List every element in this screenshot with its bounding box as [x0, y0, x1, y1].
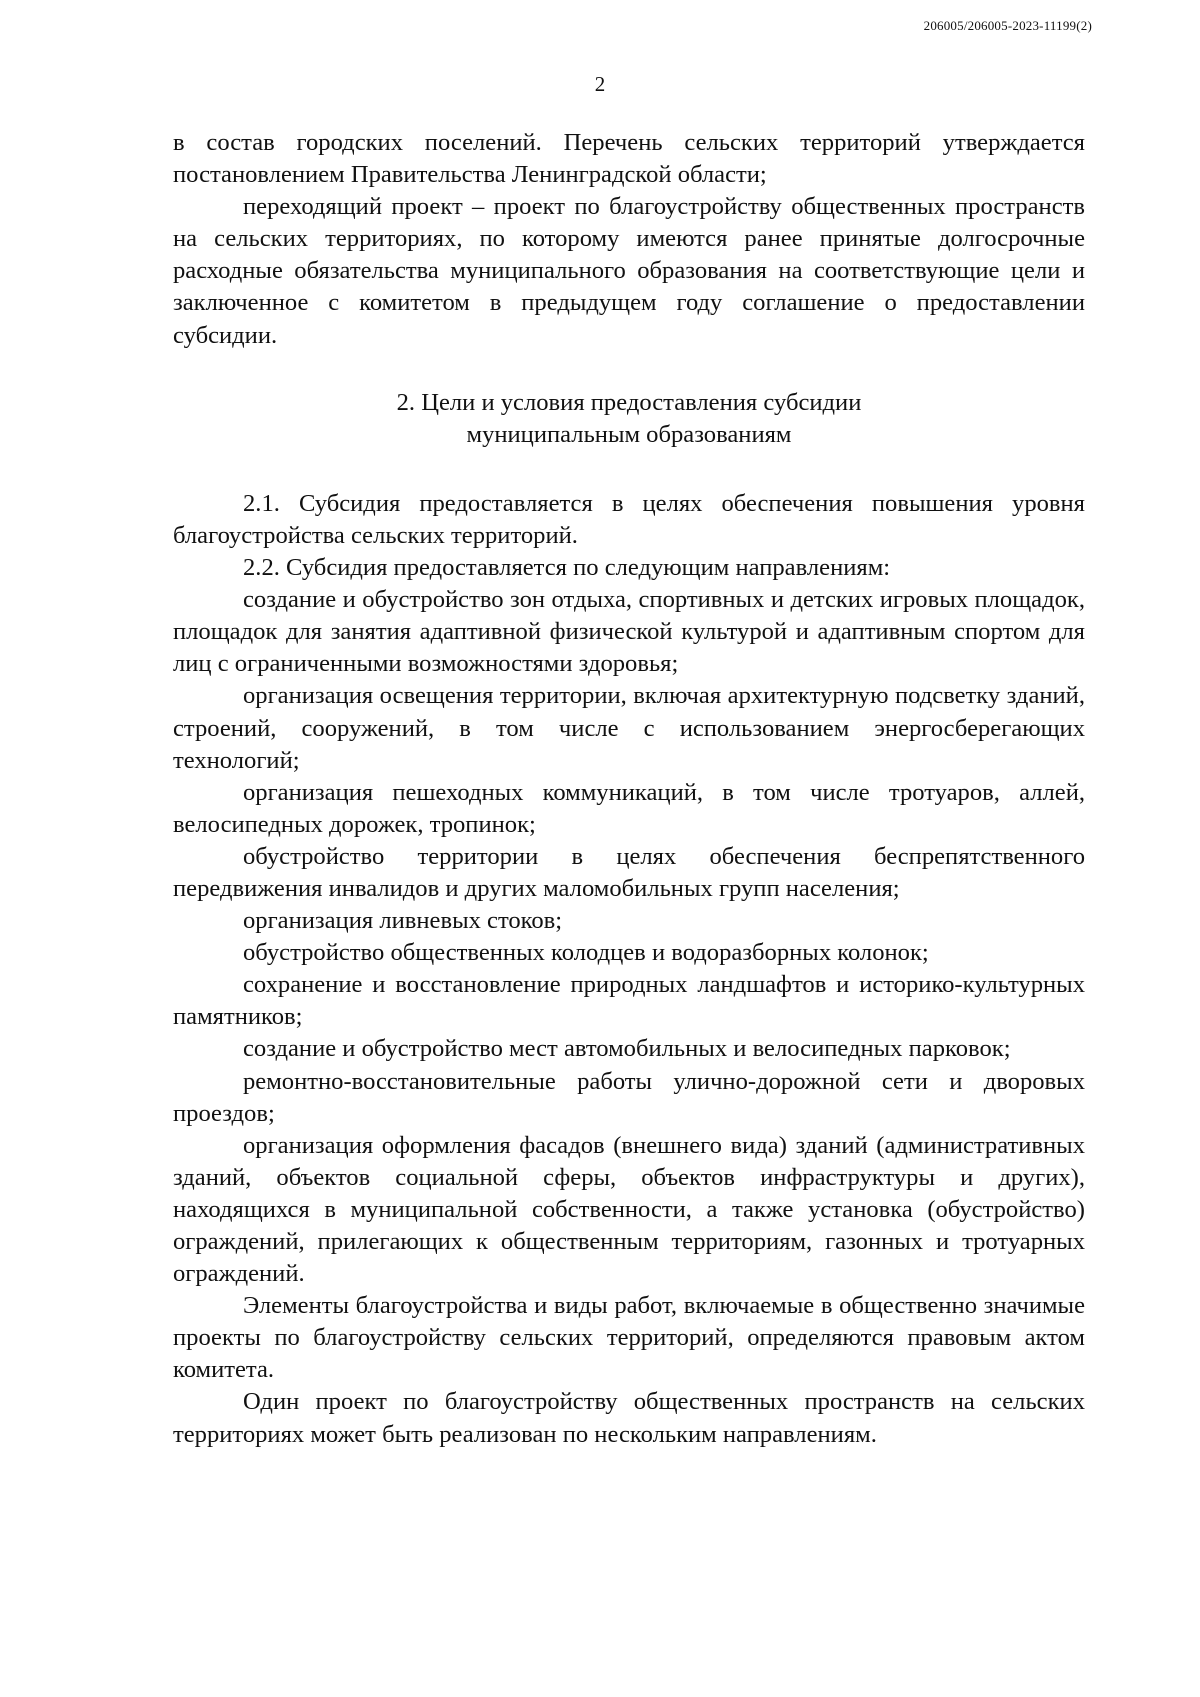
document-registration-number: 206005/206005-2023-11199(2) [923, 18, 1092, 33]
paragraph-continuation: в состав городских поселений. Перечень сельских территорий утверждается постановлением Правительства Ленинградской области; [173, 129, 1085, 189]
paragraph-definition-transitional-project: переходящий проект – проект по благоустройству общественных пространств на сельских территориях, по которому имеются ранее принятые долгосрочные расходные обязательства муниципального образования на соответствующие цели и заключенное с комитетом в предыдущем году соглашение о предоставлении субсидии. [173, 193, 1085, 349]
paragraph-one-project: Один проект по благоустройству общественных пространств на сельских территориях может быть реализован по нескольким направлениям. [173, 1388, 1085, 1448]
list-item-wells: обустройство общественных колодцев и водоразборных колонок; [243, 939, 929, 967]
list-item-accessibility: обустройство территории в целях обеспечения беспрепятственного передвижения инвалидов и других маломобильных групп населения; [173, 842, 1085, 902]
list-item-recreation-zones: создание и обустройство зон отдыха, спортивных и детских игровых площадок, площадок для занятия адаптивной физической культурой и адаптивным спортом для лиц с ограниченными возможностями здоровья; [173, 586, 1085, 678]
list-item-storm-drains: организация ливневых стоков; [243, 907, 563, 935]
section-heading-line-1: 2. Цели и условия предоставления субсидии [396, 388, 862, 416]
paragraph-2-2: 2.2. Субсидия предоставляется по следующим направлениям: [243, 554, 891, 582]
list-item-pedestrian-communications: организация пешеходных коммуникаций, в том числе тротуаров, аллей, велосипедных дорожек, тропинок; [173, 778, 1085, 838]
list-item-landscapes: сохранение и восстановление природных ландшафтов и историко-культурных памятников; [173, 971, 1085, 1031]
paragraph-elements-of-improvement: Элементы благоустройства и виды работ, включаемые в общественно значимые проекты по благоустройству сельских территорий, определяются правовым актом комитета. [173, 1292, 1085, 1384]
paragraph-2-1: 2.1. Субсидия предоставляется в целях обеспечения повышения уровня благоустройства сельских территорий. [173, 489, 1085, 549]
list-item-facades: организация оформления фасадов (внешнего вида) зданий (административных зданий, объектов социальной сферы, объектов инфраструктуры и других), находящихся в муниципальной собственности, а также установка (обустройство) ограждений, прилегающих к общественным территориям, газонных и тротуарных ограждений. [173, 1131, 1085, 1288]
page-number: 2 [594, 72, 606, 96]
document-body [173, 127, 1085, 1451]
section-heading-line-2: муниципальным образованиям [466, 420, 792, 448]
list-item-parking: создание и обустройство мест автомобильных и велосипедных парковок; [243, 1035, 1011, 1063]
list-item-road-repair: ремонтно-восстановительные работы улично-дорожной сети и дворовых проездов; [173, 1067, 1085, 1127]
list-item-lighting: организация освещения территории, включая архитектурную подсветку зданий, строений, сооружений, в том числе с использованием энергосберегающих технологий; [173, 682, 1085, 774]
section-heading [173, 387, 1085, 451]
